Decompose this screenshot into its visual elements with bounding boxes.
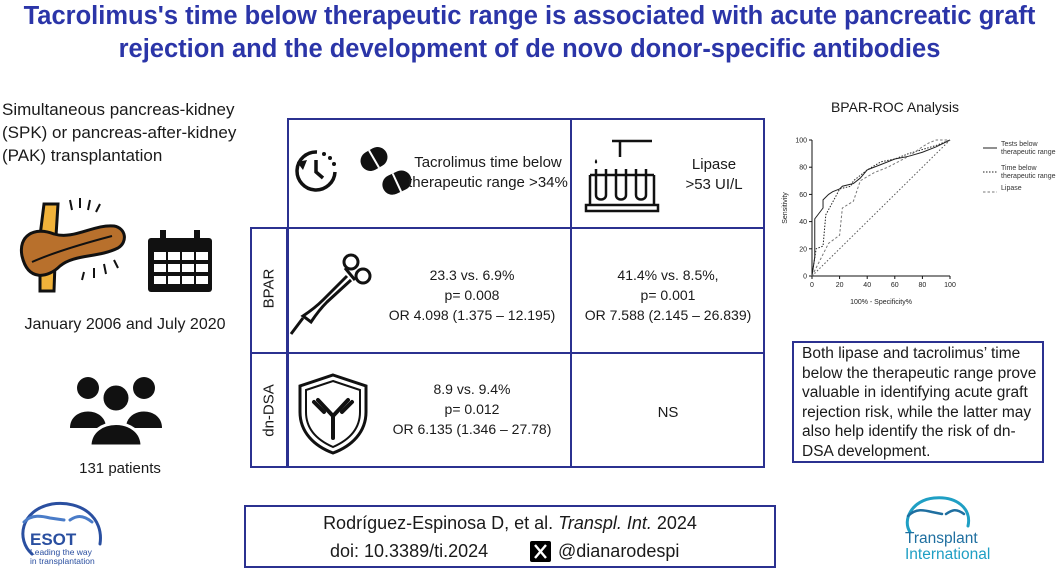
bpar-tac-line2: p= 0.008 [444,287,500,303]
dsa-tac-line1: 8.9 vs. 9.4% [433,381,511,397]
bpar-lipase-line2: p= 0.001 [640,287,696,303]
bpar-lipase-line3: OR 7.588 (2.145 – 26.839) [584,307,752,323]
x-tick-label: 40 [863,282,872,289]
citation-authors: Rodríguez-Espinosa D, et al. [323,513,559,533]
x-tick-label: 0 [810,282,814,289]
pills-icon [356,141,414,199]
chart-title: BPAR-ROC Analysis [830,99,960,115]
y-tick-label: 40 [799,219,807,227]
esot-tagline-1: Leading the way [30,547,92,557]
citation [244,511,776,535]
conclusion-text: Both lipase and tacrolimus’ time below the therapeutic range prove valuable in identifying acute graft rejection risk, while the latter may also help identify the risk of dn-DSA development. [802,345,1037,460]
roc-chart [778,128,1058,308]
study-period: January 2006 and July 2020 [24,316,226,333]
dsa-tac-line3: OR 6.135 (1.346 – 27.78) [392,421,552,437]
col1-header: Tacrolimus time below therapeutic range >34% [408,154,568,191]
patient-count: 131 patients [79,460,161,477]
x-tick-label: 60 [890,282,899,289]
x-tick-label: 100 [944,282,956,289]
esot-tagline-2: in transplantation [30,556,95,566]
x-tick-label: 20 [835,282,844,289]
row-label-dn-dsa: dn-DSA [260,384,278,437]
y-tick-label: 20 [799,246,807,254]
transplant-type-text: Simultaneous pancreas-kidney (SPK) or pancreas-after-kidney (PAK) transplantation [2,100,237,165]
pancreas-icon [14,196,134,302]
bpar-tac-line3: OR 4.098 (1.375 – 12.195) [388,307,556,323]
y-axis-label: Sensitivity [782,192,789,224]
legend-label: therapeutic range [1001,173,1056,180]
citation-year: 2024 [651,513,697,533]
y-tick-label: 0 [803,273,807,281]
citation-journal: Transpl. Int. [558,513,652,533]
legend-label: therapeutic range [1001,149,1056,156]
twitter-handle[interactable]: @dianarodespi [558,541,680,561]
x-logo-icon[interactable] [530,541,551,562]
doi-text: doi: 10.3389/ti.2024 [330,541,489,561]
biopsy-needle-icon [289,252,377,336]
page-title: Tacrolimus's time below therapeutic range is associated with acute pancreatic graft rejection and the development of de novo donor-specific antibodies [23,2,1036,63]
y-tick-label: 100 [795,137,807,145]
y-tick-label: 80 [799,164,807,172]
x-axis-label: 100% - Specificity% [850,299,912,306]
bpar-lipase-line1: 41.4% vs. 8.5%, [617,267,719,283]
clock-icon [295,148,337,194]
legend-label: Tests below [1001,141,1038,148]
bpar-tac-line1: 23.3 vs. 6.9% [429,267,515,283]
ti-line1: Transplant [905,530,978,547]
x-tick-label: 80 [918,282,927,289]
dsa-lipase-result: NS [657,404,679,421]
test-tubes-icon [582,135,666,213]
dsa-tac-line2: p= 0.012 [444,401,500,417]
row-label-bpar: BPAR [260,268,278,309]
esot-name: ESOT [30,530,77,549]
calendar-icon [146,230,214,294]
col2-header-line2: >53 UI/L [685,176,743,193]
col2-header-line1: Lipase [691,156,737,173]
legend-label: Time below [1001,165,1037,172]
ti-line2: International [905,546,991,563]
antibody-shield-icon [296,372,370,456]
y-tick-label: 60 [799,191,807,199]
legend-label: Lipase [1001,185,1022,192]
reference-diagonal [812,140,950,276]
people-icon [68,368,164,446]
